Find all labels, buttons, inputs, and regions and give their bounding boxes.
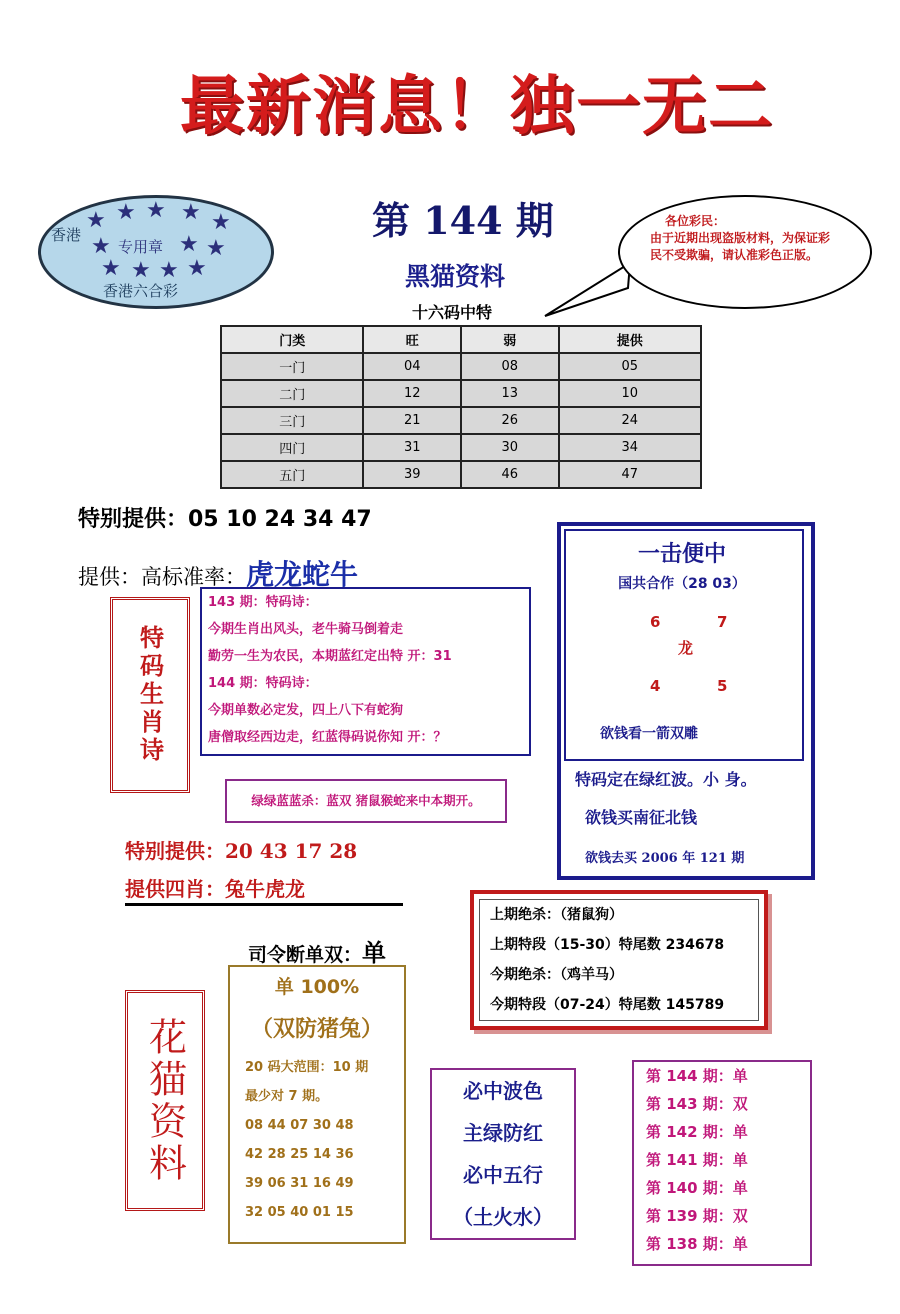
kill-line: 上期绝杀：（猪鼠狗） (490, 907, 623, 923)
seal-top-text: 香港 (51, 226, 82, 244)
gold-subtitle: （双防猪兔） (250, 1017, 383, 1042)
command-line (248, 933, 386, 968)
table-cell: 31 (363, 434, 461, 461)
poem-line: 144 期：特码诗： (208, 676, 318, 691)
col-header: 门类 (221, 326, 363, 353)
table-cell: 二门 (221, 380, 363, 407)
table-cell: 21 (363, 407, 461, 434)
kill-line: 上期特段（15-30）特尾数 234678 (490, 937, 725, 953)
command-label: 司令断单双： (248, 944, 363, 966)
table-cell: 五门 (221, 461, 363, 488)
poem-box (200, 587, 531, 756)
star-icon: ★ (159, 258, 179, 283)
wave-line: 必中波色 (463, 1079, 543, 1103)
table-cell: 05 (559, 353, 702, 380)
col-header: 弱 (461, 326, 559, 353)
col-header: 旺 (363, 326, 461, 353)
table-row (221, 434, 701, 461)
col-header: 提供 (559, 326, 702, 353)
gold-title: 单 100% (274, 976, 360, 998)
poem-line: 勤劳一生为农民，本期蓝红定出特 开：31 (208, 649, 452, 664)
strike-number: 6 (650, 613, 661, 631)
table-cell: 10 (559, 380, 702, 407)
table-cell: 46 (461, 461, 559, 488)
table-cell: 一门 (221, 353, 363, 380)
strike-subtitle: 国共合作（28 03） (618, 576, 746, 592)
single-even-box (228, 965, 406, 1244)
star-icon: ★ (179, 232, 199, 257)
wave-line: 主绿防红 (463, 1121, 543, 1145)
sixteen-code-table (220, 325, 702, 489)
strike-line-1: 特码定在绿红波。小 身。 (575, 770, 757, 789)
special-supply: 特别提供：05 10 24 34 47 (78, 507, 372, 532)
flower-cat-label-box (125, 990, 205, 1211)
star-icon: ★ (181, 200, 201, 225)
table-cell: 47 (559, 461, 702, 488)
poem-line: 唐僧取经西边走，红蓝得码说你知 开：？ (208, 730, 447, 745)
gold-line: 32 05 40 01 15 (245, 1205, 354, 1220)
odd-even-box (632, 1060, 812, 1266)
odd-even-line: 第 141 期：单 (646, 1151, 748, 1169)
table-cell: 30 (461, 434, 559, 461)
table-cell: 12 (363, 380, 461, 407)
poem-label: 特码生肖诗 (135, 625, 165, 765)
four-zodiac: 提供四肖：兔牛虎龙 (125, 877, 305, 901)
table-row (221, 380, 701, 407)
command-value: 单 (362, 938, 387, 967)
poem-line: 今期生肖出风头，老牛骑马倒着走 (208, 622, 404, 637)
star-icon: ★ (101, 256, 121, 281)
source-title: 黑猫资料 (405, 262, 506, 291)
table-row (221, 461, 701, 488)
strike-zodiac: 龙 (678, 639, 694, 657)
poem-line: 143 期：特码诗： (208, 595, 318, 610)
table-cell: 13 (461, 380, 559, 407)
issue-title: 第 144 期 (372, 198, 554, 243)
star-icon: ★ (211, 210, 231, 235)
strike-footer: 欲钱看一箭双雕 (600, 726, 698, 742)
strike-number: 4 (650, 677, 661, 695)
poem-line: 今期单数必定发，四上八下有蛇狗 (208, 703, 404, 718)
special-supply-2: 特别提供：20 43 17 28 (125, 839, 358, 863)
odd-even-line: 第 138 期：单 (646, 1235, 748, 1253)
gold-line: 20 码大范围：10 期 (245, 1060, 369, 1075)
accuracy-value: 虎龙蛇牛 (246, 558, 359, 591)
strike-title: 一击便中 (637, 542, 726, 567)
table-cell: 04 (363, 353, 461, 380)
table-cell: 39 (363, 461, 461, 488)
kill-line: 今期特段（07-24）特尾数 145789 (490, 997, 725, 1013)
kill-box-inner (479, 899, 759, 1021)
star-icon: ★ (131, 258, 151, 283)
table-cell: 24 (559, 407, 702, 434)
star-icon: ★ (91, 234, 111, 259)
odd-even-line: 第 139 期：双 (646, 1207, 748, 1225)
seal-stamp (38, 195, 274, 309)
poem-label-box (110, 597, 190, 793)
table-header-row (221, 326, 701, 353)
kill-line: 今期绝杀：（鸡羊马） (490, 967, 623, 983)
table-cell: 三门 (221, 407, 363, 434)
table-row (221, 353, 701, 380)
star-icon: ★ (86, 208, 106, 233)
bubble-tail (540, 258, 630, 318)
accuracy-label: 提供：高标准率： (78, 565, 246, 589)
strike-line-2: 欲钱买南征北钱 (585, 808, 698, 827)
green-blue-kill: 绿绿蓝蓝杀：蓝双 猪鼠猴蛇来中本期开。 (225, 779, 507, 823)
table-row (221, 407, 701, 434)
star-icon: ★ (146, 198, 166, 223)
table-cell: 26 (461, 407, 559, 434)
seal-bottom-text: 香港六合彩 (103, 282, 179, 300)
strike-number: 7 (717, 613, 728, 631)
flower-cat-label: 花猫资料 (142, 1016, 187, 1185)
table-caption: 十六码中特 (412, 303, 493, 322)
strike-number: 5 (717, 677, 728, 695)
odd-even-line: 第 144 期：单 (646, 1067, 748, 1085)
table-cell: 34 (559, 434, 702, 461)
headline: 最新消息！独一无二 (180, 69, 774, 144)
odd-even-line: 第 142 期：单 (646, 1123, 748, 1141)
seal-center-text: 专用章 (118, 238, 164, 256)
wave-box (430, 1068, 576, 1240)
gold-line: 42 28 25 14 36 (245, 1147, 354, 1162)
notice-text: 各位彩民： 由于近期出现盗版材料，为保证彩民不受欺骗，请认准彩色正版。 (650, 214, 831, 262)
wave-line: （土火水） (453, 1205, 553, 1229)
gold-line: 39 06 31 16 49 (245, 1176, 354, 1191)
divider (125, 903, 403, 906)
odd-even-line: 第 143 期：双 (646, 1095, 748, 1113)
gold-line: 08 44 07 30 48 (245, 1118, 354, 1133)
gold-line: 最少对 7 期。 (245, 1089, 329, 1104)
table-cell: 08 (461, 353, 559, 380)
kill-box (470, 890, 768, 1030)
star-icon: ★ (187, 256, 207, 281)
star-icon: ★ (116, 200, 136, 225)
table-cell: 四门 (221, 434, 363, 461)
odd-even-line: 第 140 期：单 (646, 1179, 748, 1197)
wave-line: 必中五行 (463, 1163, 543, 1187)
strike-line-3: 欲钱去买 2006 年 121 期 (585, 851, 745, 866)
star-icon: ★ (206, 236, 226, 261)
